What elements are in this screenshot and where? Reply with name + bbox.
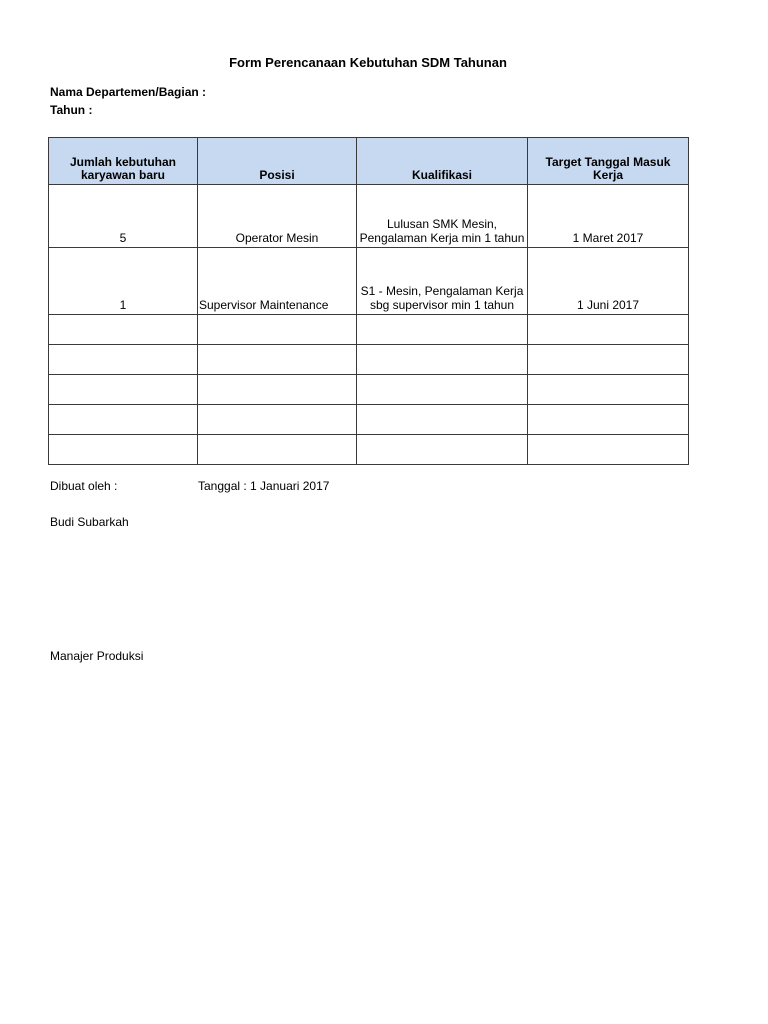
cell-target-date: 1 Juni 2017 — [528, 248, 689, 315]
empty-cell — [49, 405, 198, 435]
empty-cell — [357, 315, 528, 345]
cell-position: Operator Mesin — [198, 185, 357, 248]
table-row — [49, 185, 689, 248]
empty-cell — [528, 405, 689, 435]
empty-cell — [49, 315, 198, 345]
empty-cell — [49, 435, 198, 465]
cell-count: 5 — [49, 185, 198, 248]
cell-target-date: 1 Maret 2017 — [528, 185, 689, 248]
date-text: Tanggal : 1 Januari 2017 — [198, 479, 330, 493]
empty-cell — [198, 435, 357, 465]
empty-cell — [357, 435, 528, 465]
empty-cell — [357, 345, 528, 375]
cell-count: 1 — [49, 248, 198, 315]
empty-cell — [198, 345, 357, 375]
empty-cell — [49, 375, 198, 405]
empty-cell — [528, 435, 689, 465]
cell-qualification: S1 - Mesin, Pengalaman Kerja sbg supervisor min 1 tahun — [357, 248, 528, 315]
table-row — [49, 248, 689, 315]
header-target-date: Target Tanggal Masuk Kerja — [528, 138, 689, 185]
empty-row — [49, 315, 689, 345]
empty-row — [49, 375, 689, 405]
table-header-row — [49, 138, 689, 185]
empty-cell — [528, 345, 689, 375]
cell-qualification: Lulusan SMK Mesin, Pengalaman Kerja min 1 tahun — [357, 185, 528, 248]
header-qualification: Kualifikasi — [357, 138, 528, 185]
hr-needs-table — [48, 137, 689, 465]
department-label: Nama Departemen/Bagian : — [50, 85, 207, 99]
empty-cell — [357, 375, 528, 405]
form-title: Form Perencanaan Kebutuhan SDM Tahunan — [229, 55, 507, 70]
signer-role: Manajer Produksi — [50, 649, 144, 663]
empty-cell — [198, 315, 357, 345]
empty-cell — [528, 315, 689, 345]
empty-row — [49, 405, 689, 435]
header-position: Posisi — [198, 138, 357, 185]
empty-cell — [49, 345, 198, 375]
empty-cell — [198, 405, 357, 435]
signer-name: Budi Subarkah — [50, 515, 129, 529]
empty-row — [49, 345, 689, 375]
empty-cell — [357, 405, 528, 435]
made-by-label: Dibuat oleh : — [50, 479, 118, 493]
header-count: Jumlah kebutuhan karyawan baru — [49, 138, 198, 185]
cell-position: Supervisor Maintenance — [198, 248, 357, 315]
empty-row — [49, 435, 689, 465]
empty-cell — [528, 375, 689, 405]
year-label: Tahun : — [50, 103, 93, 117]
empty-cell — [198, 375, 357, 405]
